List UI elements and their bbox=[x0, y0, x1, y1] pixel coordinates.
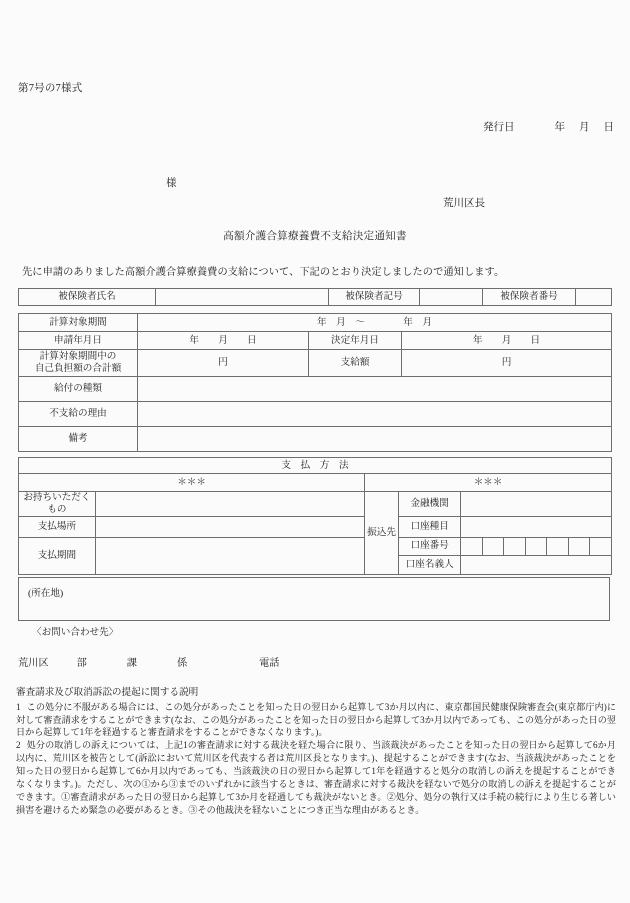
legal-note-number: 1 bbox=[16, 701, 21, 712]
account-number-digit[interactable] bbox=[461, 537, 483, 555]
calculation-table bbox=[18, 313, 612, 452]
self-pay-total-label bbox=[19, 350, 138, 377]
benefit-kind-value[interactable] bbox=[138, 377, 612, 402]
division-label: 課 bbox=[126, 658, 137, 669]
contact-row bbox=[18, 654, 280, 669]
nonpayment-reason-label: 不支給の理由 bbox=[19, 402, 138, 427]
table-row bbox=[19, 474, 612, 492]
phone-label: 電話 bbox=[259, 658, 280, 669]
department-label: 部 bbox=[76, 658, 87, 669]
benefit-amount-value[interactable]: 円 bbox=[402, 350, 612, 377]
insured-number-value[interactable] bbox=[576, 289, 612, 306]
legal-notes bbox=[16, 686, 616, 817]
legal-note-text: この処分に不服がある場合には、この処分があったことを知った日の翌日から起算して3か月以内に、東京都国民健康保険審査会(東京都庁内)に対して審査請求をすることができます(なお、この処分があったことを知った日の翌日から起算して3か月以内であっても、この処分があった日の翌日から起算して1年を経過すると審査請求をすることができなくなります。)。 bbox=[16, 701, 616, 738]
table-row bbox=[19, 377, 612, 402]
bring-items-label-line1: お持ちいただく bbox=[23, 492, 91, 503]
table-row bbox=[19, 402, 612, 427]
payment-place-label: 支払場所 bbox=[19, 516, 96, 537]
table-row bbox=[19, 314, 612, 332]
asterisks-left: ＊＊＊ bbox=[19, 474, 365, 492]
self-pay-total-label-line2: 自己負担額の合計額 bbox=[34, 363, 122, 374]
apply-date-value[interactable]: 年 月 日 bbox=[138, 332, 309, 350]
account-type-value[interactable] bbox=[461, 516, 612, 537]
account-number-digit[interactable] bbox=[590, 537, 612, 555]
legal-notes-heading: 審査請求及び取消訴訟の提起に関する説明 bbox=[16, 687, 199, 698]
insured-symbol-label: 被保険者記号 bbox=[329, 289, 420, 306]
benefit-amount-label: 支給額 bbox=[309, 350, 402, 377]
payment-place-value[interactable] bbox=[95, 516, 364, 537]
insured-symbol-value[interactable] bbox=[420, 289, 483, 306]
intro-paragraph: 先に申請のありました高額介護合算療養費の支給について、下記のとおり決定しましたので通知します。 bbox=[22, 267, 505, 278]
payment-period-label: 支払期間 bbox=[19, 537, 96, 574]
issue-date-label: 発行日 bbox=[483, 122, 515, 133]
bring-items-value[interactable] bbox=[95, 492, 364, 517]
table-row bbox=[19, 492, 612, 517]
calc-period-label: 計算対象期間 bbox=[19, 314, 138, 332]
table-row bbox=[19, 458, 612, 474]
table-row bbox=[19, 427, 612, 452]
form-number: 第7号の7様式 bbox=[18, 83, 83, 94]
addressee-suffix: 様 bbox=[166, 178, 177, 189]
issuer-name: 荒川区長 bbox=[443, 198, 485, 209]
section-label: 係 bbox=[176, 658, 188, 669]
decision-date-value[interactable]: 年 月 日 bbox=[402, 332, 612, 350]
bring-items-label-line2: もの bbox=[47, 503, 67, 515]
issue-month-label: 月 bbox=[579, 122, 590, 133]
ward-label: 荒川区 bbox=[18, 658, 49, 669]
calc-period-value[interactable]: 年 月 ～ 年 月 bbox=[138, 314, 612, 332]
contact-heading: 〈お問い合わせ先〉 bbox=[32, 627, 119, 638]
bring-items-label bbox=[19, 492, 96, 517]
remarks-value[interactable] bbox=[138, 427, 612, 452]
legal-note-text: 処分の取消しの訴えについては、上記1の審査請求に対する裁決を経た場合に限り、当該裁決があったことを知った日の翌日から起算して6か月以内に、荒川区を被告として(訴訟において荒川区を代表する者は荒川区長となります。)、提起することができます(なお、当該裁決があったことを知った日の翌日から起算して6か月以内であっても、当該裁決の日の翌日から起算して1年を経過すると処分の取消しの訴えを提起することができなくなります。)。ただし、次の①から③までのいずれかに該当するときは、審査請求に対する裁決を経ないで処分の取消しの訴えを提起することができます。①審査請求があった日の翌日から起算して3か月を経過しても裁決がないとき。②処分、処分の執行又は手続の続行により生じる著しい損害を避けるため緊急の必要があるとき。③その他裁決を経ないことにつき正当な理由があるとき。 bbox=[16, 740, 616, 815]
apply-date-label: 申請年月日 bbox=[19, 332, 138, 350]
page-title: 高額介護合算療養費不支給決定通知書 bbox=[223, 231, 407, 242]
bank-label: 金融機関 bbox=[398, 492, 460, 517]
legal-note-item bbox=[16, 739, 616, 816]
insured-name-value[interactable] bbox=[156, 289, 329, 306]
account-number-digit[interactable] bbox=[568, 537, 590, 555]
account-type-label: 口座種目 bbox=[398, 516, 460, 537]
nonpayment-reason-value[interactable] bbox=[138, 402, 612, 427]
transfer-destination-label: 振込先 bbox=[365, 492, 399, 575]
account-holder-label: 口座名義人 bbox=[398, 555, 460, 574]
account-number-digit[interactable] bbox=[504, 537, 526, 555]
decision-date-label: 決定年月日 bbox=[309, 332, 402, 350]
insured-number-label: 被保険者番号 bbox=[483, 289, 576, 306]
location-label: (所在地) bbox=[28, 588, 64, 599]
self-pay-total-label-line1: 計算対象期間中の bbox=[39, 351, 117, 363]
issue-day-label: 日 bbox=[603, 122, 614, 133]
payment-method-header: 支 払 方 法 bbox=[19, 458, 612, 474]
table-row bbox=[19, 289, 612, 306]
issue-year-label: 年 bbox=[554, 122, 565, 133]
account-number-digit[interactable] bbox=[525, 537, 547, 555]
account-holder-value[interactable] bbox=[461, 555, 612, 574]
legal-note-item bbox=[16, 701, 616, 740]
self-pay-total-value[interactable]: 円 bbox=[138, 350, 309, 377]
payment-period-value[interactable] bbox=[95, 537, 364, 574]
table-row bbox=[19, 537, 612, 555]
account-number-label: 口座番号 bbox=[398, 537, 460, 555]
legal-note-number: 2 bbox=[16, 740, 21, 751]
payment-method-table bbox=[18, 457, 612, 575]
bank-value[interactable] bbox=[461, 492, 612, 517]
insured-name-label: 被保険者氏名 bbox=[19, 289, 156, 306]
insured-person-table bbox=[18, 288, 612, 306]
issue-date-line bbox=[483, 119, 614, 134]
account-number-digit[interactable] bbox=[482, 537, 504, 555]
table-row bbox=[19, 516, 612, 537]
table-row bbox=[19, 350, 612, 377]
benefit-kind-label: 給付の種類 bbox=[19, 377, 138, 402]
location-box[interactable] bbox=[18, 577, 610, 621]
account-number-digit[interactable] bbox=[547, 537, 569, 555]
remarks-label: 備考 bbox=[19, 427, 138, 452]
asterisks-right: ＊＊＊ bbox=[365, 474, 612, 492]
table-row bbox=[19, 332, 612, 350]
